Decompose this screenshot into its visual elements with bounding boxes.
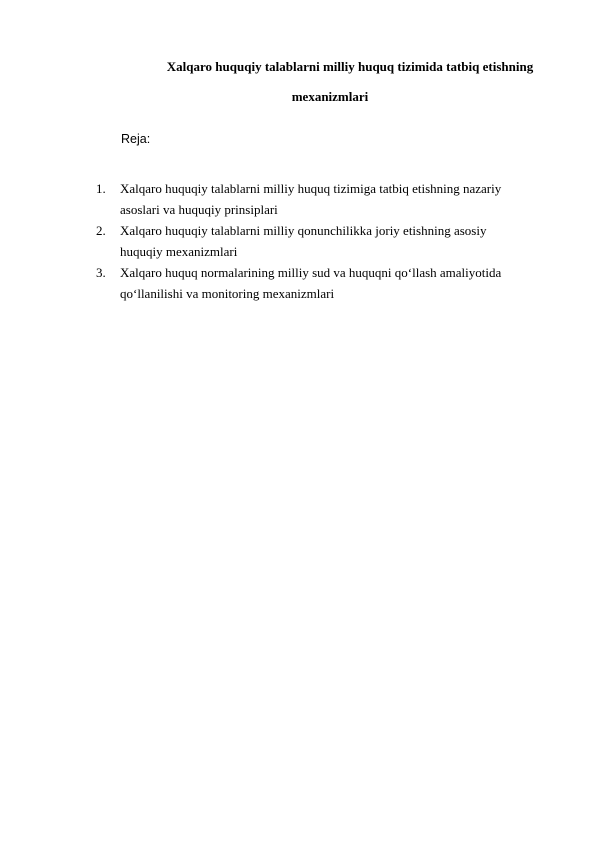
plan-item-text-line-1: Xalqaro huquqiy talablarni milliy huquq tizimiga tatbiq etishning nazariy <box>120 181 502 196</box>
document-title-line-1: Xalqaro huquqiy talablarni milliy huquq tizimida tatbiq etishning <box>166 59 534 74</box>
plan-item-1 <box>96 178 556 220</box>
document-title-line-2: mexanizmlari <box>291 89 369 104</box>
plan-item-text-line-2: huquqiy mexanizmlari <box>120 244 238 259</box>
plan-item-number: 1. <box>96 181 106 196</box>
plan-item-3 <box>96 262 556 304</box>
plan-item-number: 2. <box>96 223 106 238</box>
plan-item-text-line-2: qo‘llanilishi va monitoring mexanizmlari <box>120 286 335 301</box>
plan-item-number: 3. <box>96 265 106 280</box>
plan-list <box>96 178 556 304</box>
plan-label: Reja: <box>121 132 151 146</box>
plan-item-text-line-2: asoslari va huquqiy prinsiplari <box>120 202 278 217</box>
plan-item-text-line-1: Xalqaro huquq normalarining milliy sud va huquqni qo‘llash amaliyotida <box>120 265 502 280</box>
document-title <box>95 52 565 112</box>
plan-item-2 <box>96 220 556 262</box>
plan-item-text-line-1: Xalqaro huquqiy talablarni milliy qonunchilikka joriy etishning asosiy <box>120 223 487 238</box>
